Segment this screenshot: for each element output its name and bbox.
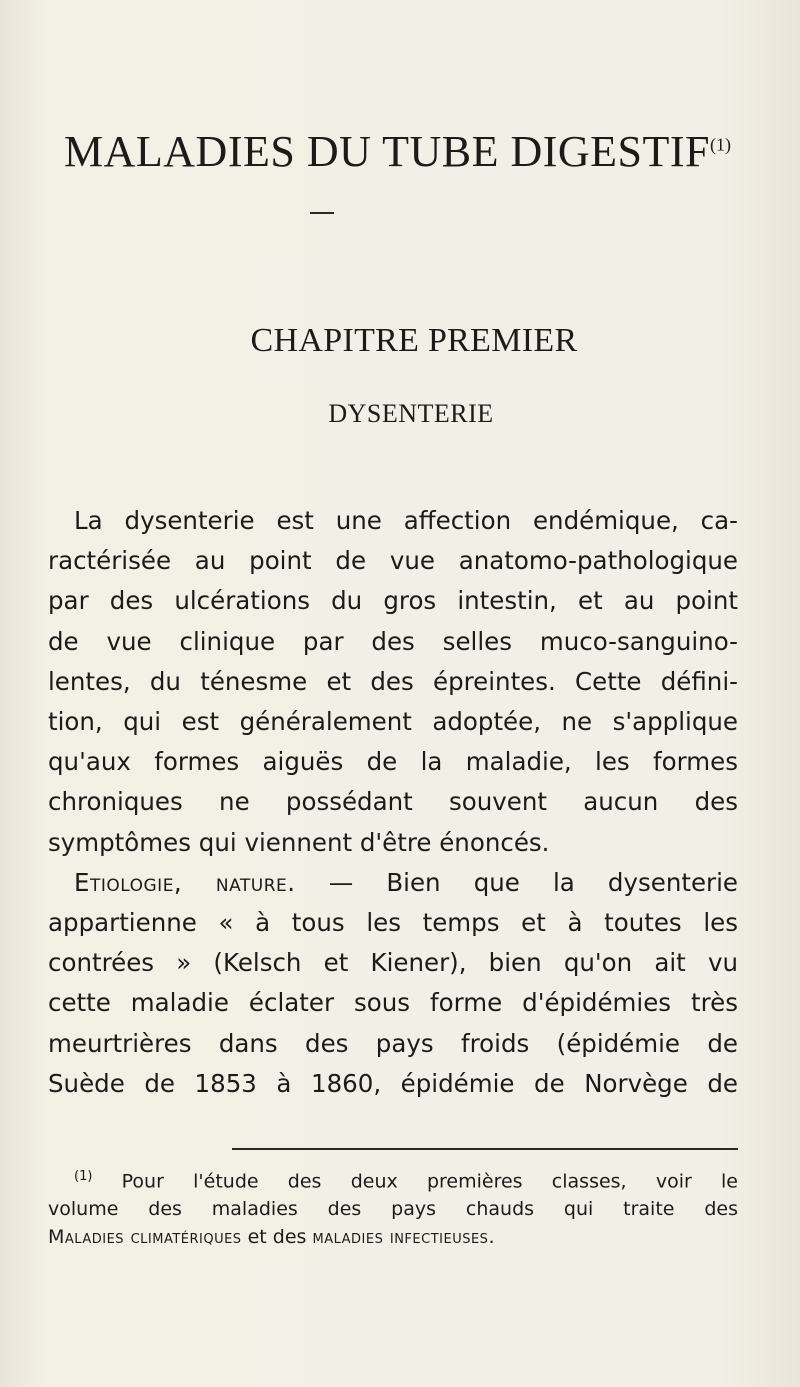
- text-run: — Bien que la dysenterie: [295, 867, 738, 897]
- text-run: .: [488, 1226, 495, 1249]
- body-text: [48, 501, 738, 1104]
- text-line: contrées » (Kelsch et Kiener), bien qu'on ait vu: [48, 948, 738, 978]
- text-run: Pour l'étude des deux premières classes, voir le: [92, 1170, 738, 1193]
- text-run: maladies infectieuses: [312, 1226, 489, 1249]
- page-title: [64, 127, 764, 176]
- run-in-heading: Etiologie, nature.: [74, 867, 296, 897]
- text-run: et des: [241, 1226, 313, 1249]
- text-line: cette maladie éclater sous forme d'épidémies très: [48, 988, 738, 1018]
- title-text: MALADIES DU TUBE DIGESTIF: [64, 127, 711, 176]
- text-line: par des ulcérations du gros intestin, et au point: [48, 586, 738, 616]
- title-separator-dash: [310, 212, 334, 214]
- footnote-line: volume des maladies des pays chauds qui traite des: [48, 1198, 738, 1221]
- text-line: de vue clinique par des selles muco-sanguino-: [48, 626, 738, 656]
- text-line: lentes, du ténesme et des épreintes. Cette défini-: [48, 666, 738, 696]
- text-run: Maladies climatériques: [48, 1226, 242, 1249]
- text-line: qu'aux formes aiguës de la maladie, les formes: [48, 747, 738, 777]
- text-line: chroniques ne possédant souvent aucun des: [48, 787, 738, 817]
- section-heading: DYSENTERIE: [328, 399, 494, 428]
- paragraph-first-line: [48, 863, 738, 903]
- footnote-mark: (1): [74, 1169, 93, 1184]
- text-line: symptômes qui viennent d'être énoncés.: [48, 827, 550, 857]
- title-footnote-mark: (1): [710, 134, 732, 155]
- footnote-line: [48, 1163, 738, 1195]
- text-line: meurtrières dans des pays froids (épidémie de: [48, 1028, 738, 1058]
- text-line: appartienne « à tous les temps et à toutes les: [48, 908, 738, 938]
- text-line: tion, qui est généralement adoptée, ne s'applique: [48, 707, 738, 737]
- footnote-line: [48, 1223, 738, 1251]
- footnote-rule: [232, 1148, 738, 1150]
- footnote: [48, 1163, 738, 1251]
- text-line: La dysenterie est une affection endémique, ca-: [74, 506, 738, 535]
- text-line: Suède de 1853 à 1860, épidémie de Norvège de: [48, 1068, 738, 1098]
- chapter-heading: CHAPITRE PREMIER: [250, 322, 578, 359]
- text-line: ractérisée au point de vue anatomo-pathologique: [48, 546, 738, 576]
